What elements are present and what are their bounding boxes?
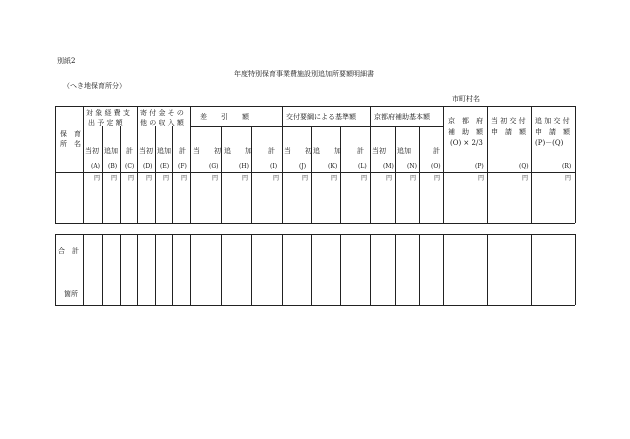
letter-q: (Q): [519, 163, 529, 170]
add-grant-header-line2: 申 請 額: [535, 128, 570, 136]
unit-b: 円: [111, 175, 118, 182]
unit-i: 円: [273, 175, 280, 182]
kyoto-base-total-label: 計: [433, 147, 440, 155]
letter-g: (G): [209, 163, 219, 170]
letter-o: (O): [431, 163, 441, 170]
letter-b: (B): [108, 163, 118, 170]
attachment-label: 別紙2: [57, 57, 76, 65]
unit-p: 円: [478, 175, 485, 182]
unit-c: 円: [128, 175, 135, 182]
letter-j: (J): [299, 163, 307, 170]
diff-header: 差 引 額: [200, 113, 249, 121]
donation-header-line2: 他 の 収 入 額: [140, 119, 184, 127]
unit-m: 円: [386, 175, 393, 182]
document-title: 年度特別保育事業費施設別追加所要額明細書: [234, 70, 374, 78]
letter-f: (F): [178, 163, 187, 170]
letter-h: (H): [239, 163, 249, 170]
unit-f: 円: [181, 175, 188, 182]
add-grant-header-line1: 追 加 交 付: [535, 117, 570, 125]
unit-j: 円: [302, 175, 309, 182]
kyoto-base-initial-label: 当初: [372, 147, 386, 155]
total-label: 合 計: [58, 247, 79, 255]
cost-header-line2: 出 予 定 額: [88, 119, 123, 127]
letter-d: (D): [143, 163, 153, 170]
letter-k: (K): [328, 163, 338, 170]
unit-d: 円: [146, 175, 153, 182]
add-grant-header-line3: (P)－(Q): [535, 139, 564, 147]
donation-initial-label: 当初: [139, 147, 153, 155]
standard-total-label: 計: [357, 147, 364, 155]
unit-l: 円: [361, 175, 368, 182]
diff-initial-label: 当 初: [193, 147, 221, 155]
letter-i: (I): [270, 163, 278, 170]
donation-header-line1: 寄 付 金 そ の: [140, 109, 184, 117]
letter-e: (E): [160, 163, 170, 170]
cost-header-line1: 対 象 経 費 支: [86, 109, 130, 117]
unit-h: 円: [242, 175, 249, 182]
kyoto-subsidy-header-line3: (O) × 2/3: [450, 139, 483, 147]
kyoto-subsidy-header-line1: 京 都 府: [448, 117, 483, 125]
cost-add-label: 追加: [104, 147, 118, 155]
initial-grant-header-line2: 申 請 額: [491, 128, 526, 136]
unit-r: 円: [565, 175, 572, 182]
standard-initial-label: 当 初: [284, 147, 312, 155]
unit-n: 円: [410, 175, 417, 182]
unit-o: 円: [434, 175, 441, 182]
municipality-label: 市町村名: [452, 95, 480, 103]
standard-header: 交付要綱による基準額: [286, 113, 356, 121]
letter-n: (N): [407, 163, 417, 170]
count-label: 箇所: [64, 290, 78, 298]
kyoto-base-add-label: 追加: [397, 147, 411, 155]
initial-grant-header-line1: 当 初 交 付: [491, 117, 526, 125]
unit-g: 円: [212, 175, 219, 182]
cost-initial-label: 当初: [85, 147, 99, 155]
unit-a: 円: [94, 175, 101, 182]
letter-r: (R): [562, 163, 572, 170]
donation-total-label: 計: [179, 147, 186, 155]
diff-add-label: 追 加: [224, 147, 252, 155]
standard-add-label: 追 加: [313, 147, 341, 155]
letter-m: (M): [383, 163, 394, 170]
donation-add-label: 追加: [157, 147, 171, 155]
kyoto-base-header: 京都府補助基本額: [374, 113, 430, 121]
unit-e: 円: [163, 175, 170, 182]
letter-c: (C): [125, 163, 135, 170]
category-label: （へき地保育所分）: [63, 82, 126, 90]
unit-q: 円: [522, 175, 529, 182]
letter-a: (A): [91, 163, 101, 170]
letter-l: (L): [358, 163, 367, 170]
facility-header-line1: 保 育: [60, 130, 81, 138]
unit-k: 円: [331, 175, 338, 182]
diff-total-label: 計: [268, 147, 275, 155]
facility-header-line2: 所 名: [60, 140, 81, 148]
cost-total-label: 計: [126, 147, 133, 155]
letter-p: (P): [475, 163, 484, 170]
kyoto-subsidy-header-line2: 補 助 額: [448, 128, 483, 136]
